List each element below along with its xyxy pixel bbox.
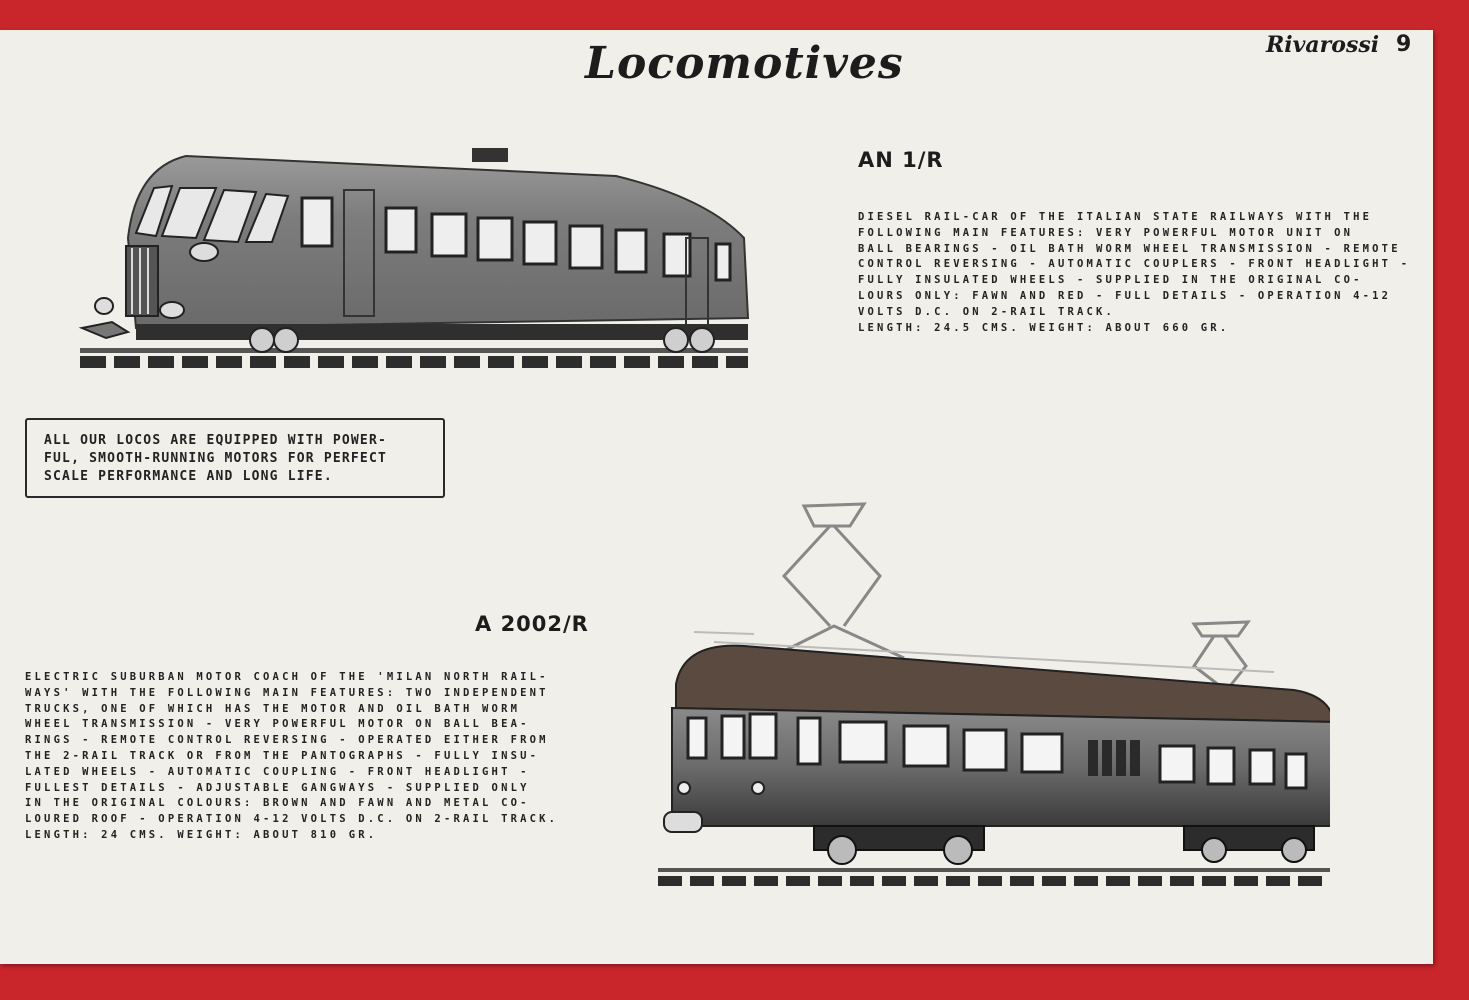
description-line: LENGTH: 24.5 CMS. WEIGHT: ABOUT 660 GR.: [858, 321, 1230, 334]
note-line: SCALE PERFORMANCE AND LONG LIFE.: [44, 469, 333, 484]
catalog-page: [0, 30, 1433, 964]
description-line: FULLY INSULATED WHEELS - SUPPLIED IN THE ORIGINAL CO-: [858, 274, 1363, 287]
description-line: WHEEL TRANSMISSION - VERY POWERFUL MOTOR ON BALL BEA-: [25, 718, 530, 731]
an1r-model-label: AN 1/R: [858, 148, 944, 172]
description-line: LOURS ONLY: FAWN AND RED - FULL DETAILS - OPERATION 4-12: [858, 289, 1392, 302]
description-line: LENGTH: 24 CMS. WEIGHT: ABOUT 810 GR.: [25, 828, 378, 841]
description-line: VOLTS D.C. ON 2-RAIL TRACK.: [858, 305, 1116, 318]
description-line: DIESEL RAIL-CAR OF THE ITALIAN STATE RAILWAYS WITH THE: [858, 211, 1373, 223]
description-line: ELECTRIC SUBURBAN MOTOR COACH OF THE 'MILAN NORTH RAIL-: [25, 671, 549, 683]
description-line: LOURED ROOF - OPERATION 4-12 VOLTS D.C. ON 2-RAIL TRACK.: [25, 813, 559, 826]
note-line: FUL, SMOOTH-RUNNING MOTORS FOR PERFECT: [44, 451, 388, 466]
note-line: ALL OUR LOCOS ARE EQUIPPED WITH POWER-: [44, 433, 388, 448]
an1r-railcar-photo: [76, 118, 752, 378]
page-title: Locomotives: [585, 38, 904, 89]
description-line: CONTROL REVERSING - AUTOMATIC COUPLERS - FRONT HEADLIGHT -: [858, 258, 1411, 271]
a2002r-motor-coach-photo: [654, 496, 1330, 888]
a2002r-model-label: A 2002/R: [475, 612, 589, 636]
description-line: IN THE ORIGINAL COLOURS: BROWN AND FAWN AND METAL CO-: [25, 797, 530, 810]
page-number: 9: [1396, 32, 1412, 57]
description-line: BALL BEARINGS - OIL BATH WORM WHEEL TRANSMISSION - REMOTE: [858, 242, 1401, 255]
motor-note-box: [25, 418, 445, 498]
a2002r-description: [25, 670, 580, 844]
brand-logo: Rivarossi: [1266, 32, 1380, 58]
description-line: RINGS - REMOTE CONTROL REVERSING - OPERATED EITHER FROM: [25, 734, 549, 747]
description-line: WAYS' WITH THE FOLLOWING MAIN FEATURES: TWO INDEPENDENT: [25, 686, 549, 699]
description-line: LATED WHEELS - AUTOMATIC COUPLING - FRONT HEADLIGHT -: [25, 765, 530, 778]
an1r-description: [858, 210, 1413, 336]
description-line: FULLEST DETAILS - ADJUSTABLE GANGWAYS - SUPPLIED ONLY: [25, 781, 530, 794]
description-line: THE 2-RAIL TRACK OR FROM THE PANTOGRAPHS - FULLY INSU-: [25, 749, 540, 762]
description-line: TRUCKS, ONE OF WHICH HAS THE MOTOR AND OIL BATH WORM: [25, 702, 521, 715]
description-line: FOLLOWING MAIN FEATURES: VERY POWERFUL MOTOR UNIT ON: [858, 226, 1354, 239]
